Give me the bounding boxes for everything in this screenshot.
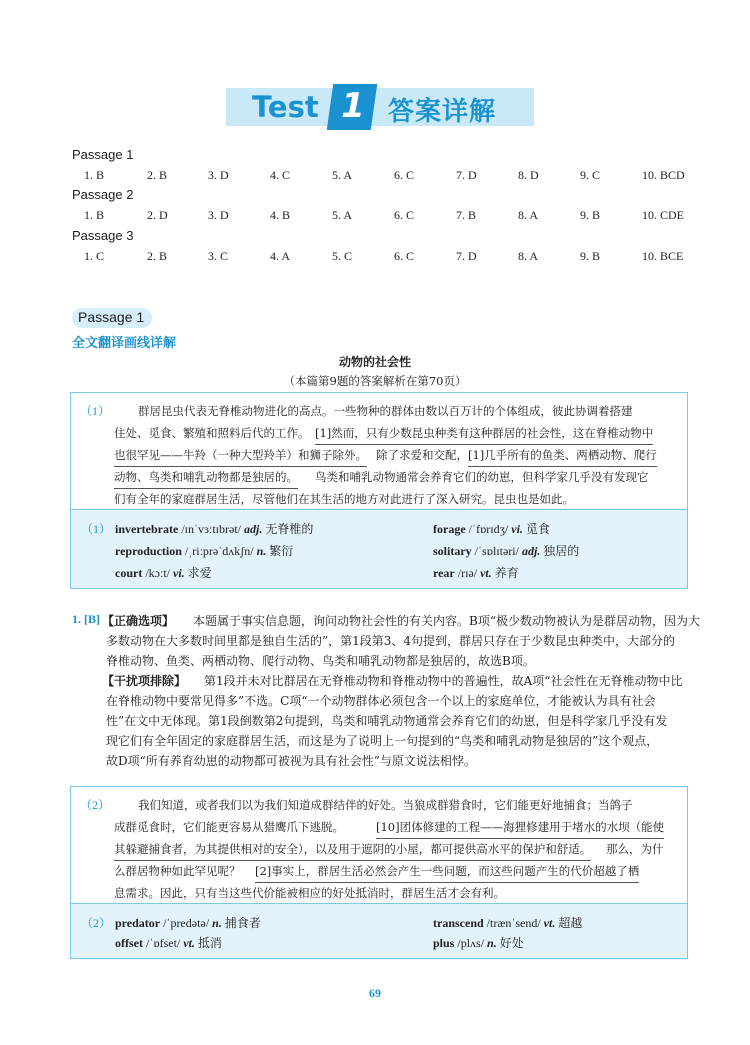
vocab-box [70,510,688,589]
answer-item: 5. C [332,249,353,263]
answer-item: 8. D [518,168,539,182]
answer-item: 9. C [580,168,601,182]
explanation-line: 现它们有全年固定的家庭群居生活，而这是为了说明上一句提到的“鸟类和哺乳动物是独居的”这个观点， [106,734,659,748]
vocab-entry: reproduction /ˌriːprəˈdʌkʃn/ n. 繁衍 [115,544,294,558]
answer-item: 4. C [270,168,291,182]
page-title: 答案详解 [388,97,497,127]
question-answer: 1. [B] [72,612,100,626]
answer-item: 1. B [84,208,105,222]
page-header-banner [226,84,534,126]
answer-item: 3. D [208,168,229,182]
answer-item: 7. B [456,208,477,222]
vocab-entry: offset /ˈɒfset/ vt. 抵消 [115,936,222,950]
paragraph-line: 成群觅食时，它们能更容易从猎鹰爪下逃脱。 [114,820,344,834]
distractor-tag: 【干扰项排除】 [102,674,187,688]
answer-item: 9. B [580,208,601,222]
underlined-sentence: 其躲避捕食者，为其提供相对的安全），以及用于遮阴的小屋，都可提供高水平的保护和舒适。 [114,838,591,861]
answer-item: 2. D [147,208,168,222]
test-label: Test [252,90,319,124]
answer-item: 9. B [580,249,601,263]
vocab-entry: forage /ˈfɒrɪdʒ/ vi. 觅食 [433,522,550,536]
section-subtitle: 全文翻译画线详解 [72,336,177,351]
passage-label: Passage 2 [72,187,134,202]
vocab-entry: plus /plʌs/ n. 好处 [433,936,524,950]
vocab-entry: court /kɔːt/ vi. 求爱 [115,566,212,580]
test-number: 1 [341,86,365,126]
answer-item: 6. C [394,249,415,263]
answer-item: 1. C [84,249,105,263]
vocab-entry: predator /ˈpredətə/ n. 捕食者 [115,916,261,930]
vocab-entry: solitary /ˈsɒlɪtəri/ adj. 独居的 [433,544,580,558]
article-title: 动物的社会性 [338,355,411,369]
paragraph-index: （1） [80,404,111,418]
answer-item: 8. A [518,249,539,263]
answer-row [0,249,750,265]
explanation-line: 本题属于事实信息题，询问动物社会性的有关内容。B项“极少数动物被认为是群居动物，因为大 [193,614,700,628]
answer-item: 5. A [332,168,353,182]
answer-item: 6. C [394,208,415,222]
paragraph-index: （2） [80,798,111,812]
answer-item: 4. B [270,208,291,222]
answer-item: 2. B [147,249,168,263]
answer-item: 1. B [84,168,105,182]
answer-item: 5. A [332,208,353,222]
answer-item: 2. B [147,168,168,182]
article-note: （本篇第9题的答案解析在第70页） [283,374,467,388]
answer-item: 10. CDE [642,208,684,222]
answer-item: 10. BCE [642,249,684,263]
vocab-index: （1） [81,522,112,536]
vocab-entry: transcend /trænˈsend/ vt. 超越 [433,916,583,930]
page-number: 69 [369,986,381,1000]
paragraph-2 [70,786,686,902]
paragraph-line: 们有全年的家庭群居生活，尽管他们在其生活的地方对此进行了深入研究。昆虫也是如此。 [114,492,574,506]
paragraph-line: 我们知道，或者我们以为我们知道成群结伴的好处。当狼成群猎食时，它们能更好地捕食；当鸽子 [138,798,633,812]
vocab-entry: invertebrate /ɪnˈvɜːtɪbrət/ adj. 无脊椎的 [115,522,314,536]
underlined-sentence: [1]几乎所有的鱼类、两栖动物、爬行 [468,444,657,467]
paragraph-line: 群居昆虫代表无脊椎动物进化的高点。一些物种的群体由数以百万计的个体组成，彼此协调着搭建 [138,404,633,418]
answer-item: 4. A [270,249,291,263]
question-explanation [0,612,750,772]
vocab-box [70,904,688,959]
paragraph-line: 住处、觅食、繁殖和照料后代的工作。 [114,426,310,440]
explanation-line: 性”在文中无体现。第1段倒数第2句提到，鸟类和哺乳动物通常会养育它们的幼崽，但是科学家几乎没有发 [106,714,668,728]
underlined-sentence: 动物、鸟类和哺乳动物都是独居的。 [114,466,298,489]
answer-item: 8. A [518,208,539,222]
section-tag-label: Passage 1 [78,309,145,325]
paragraph-line: 那么，为什 [606,842,664,856]
paragraph-line: 因此，只有当这些代价能被相应的好处抵消时，群居生活才会有利。 [160,886,505,900]
paragraph-1 [70,392,686,508]
answer-item: 3. C [208,249,229,263]
explanation-line: 多数动物在大多数时间里都是独自生活的”，第1段第3、4句提到，群居只存在于少数昆虫种类中，大部分的 [106,634,676,648]
answer-item: 7. D [456,249,477,263]
vocab-index: （2） [81,916,112,930]
underlined-sentence: [10]团体修建的工程——海狸修建用于堵水的水坝（能使 [376,816,664,839]
explanation-line: 第1段并未对比群居在无脊椎动物和脊椎动物中的普遍性，故A项“社会性在无脊椎动物中比 [204,674,683,688]
answer-item: 10. BCD [642,168,685,182]
correct-option-tag: 【正确选项】 [102,614,175,628]
explanation-line: 在脊椎动物中要常见得多”不选。C项“一个动物群体必须包含一个以上的家庭单位，才能被认为具有社会 [106,694,656,708]
paragraph-line: 鸟类和哺乳动物通常会养育它们的幼崽，但科学家几乎没有发现它 [315,470,649,484]
underlined-sentence: [1]然而，只有少数昆虫种类有这种群居的社会性，这在脊椎动物中 [315,422,653,445]
underlined-sentence: 也很罕见——牛羚（一种大型羚羊）和狮子除外。 [114,444,367,467]
answer-item: 6. C [394,168,415,182]
vocab-entry: rear /rɪə/ vt. 养育 [433,566,519,580]
paragraph-line: 除了求爱和交配， [376,448,468,462]
underlined-sentence: 息需求。 [114,882,160,905]
answer-row [0,208,750,224]
answer-item: 7. D [456,168,477,182]
section-tag [72,308,152,328]
underlined-sentence: [2]事实上，群居生活必然会产生一些问题，而这些问题产生的代价超越了栖 [255,860,639,883]
explanation-line: 脊椎动物、鱼类、两栖动物、爬行动物、鸟类和哺乳动物都是独居的，故选B项。 [106,654,535,668]
answer-item: 3. D [208,208,229,222]
passage-label: Passage 1 [72,147,134,162]
explanation-line: 故D项“所有养育幼崽的动物都可被视为具有社会性”与原文说法相悖。 [106,754,476,768]
paragraph-line: 么群居物种如此罕见呢？ [114,864,241,878]
passage-label: Passage 3 [72,228,134,243]
answer-row [0,168,750,184]
